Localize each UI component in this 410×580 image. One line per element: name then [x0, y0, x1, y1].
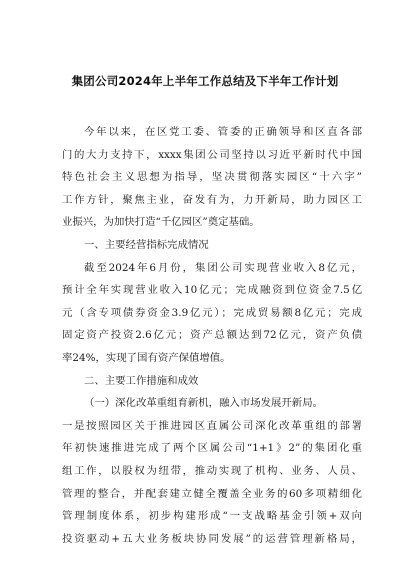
paragraph-line: 固定资产投资2.6亿元；资产总额达到72亿元，资产负债: [62, 329, 362, 342]
paragraph-line: 门的大力支持下，xxxx集团公司坚持以习近平新时代中国: [62, 148, 362, 161]
paragraph-line: 工作方针，聚焦主业，奋发有为，力开新局，助力园区工: [62, 193, 362, 206]
document-title: 集团公司2024年上半年工作总结及下半年工作计划: [71, 74, 339, 88]
paragraph-line: 今年以来，在区党工委、管委的正确领导和区直各部: [84, 126, 362, 138]
document-body: [62, 121, 362, 550]
paragraph-line: 投资驱动+五大业务板块协同发展”的运营管理新格局，: [62, 532, 362, 545]
paragraph-line: 截至2024年6月份，集团公司实现营业收入8亿元，: [84, 261, 362, 274]
paragraph-line: 管理的整合，并配套建立健全覆盖全业务的60多项精细化: [62, 487, 362, 500]
paragraph-line: 业振兴，为加快打造“千亿园区”奠定基础。: [62, 216, 260, 229]
paragraph-line: 预计全年实现营业收入10亿元；完成融资到位资金7.5亿: [62, 284, 362, 297]
paragraph-line: 管理制度体系，初步构建形成“一支战略基金引领+双向: [62, 510, 362, 523]
paragraph-line: 二、主要工作措施和成效: [84, 374, 199, 387]
paragraph-line: 率24%，实现了国有资产保值增值。: [62, 351, 231, 364]
paragraph-line: （一）深化改革重组育新机，融入市场发展开新局。: [84, 397, 323, 410]
paragraph-line: 一、主要经营指标完成情况: [84, 238, 209, 251]
paragraph-line: 特色社会主义思想为指导，坚决贯彻落实园区“十六字”: [62, 171, 362, 184]
paragraph-line: 组工作，以股权为纽带，推动实现了机构、业务、人员、: [62, 464, 362, 477]
paragraph-line: 年初快速推进完成了两个区属公司“1+1》2”的集团化重: [62, 442, 362, 455]
paragraph-line: 元（含专项债券资金3.9亿元）；完成贸易额8亿元；完成: [62, 306, 362, 319]
paragraph-line: 一是按照园区关于推进园区直属公司深化改革重组的部署: [62, 419, 362, 432]
